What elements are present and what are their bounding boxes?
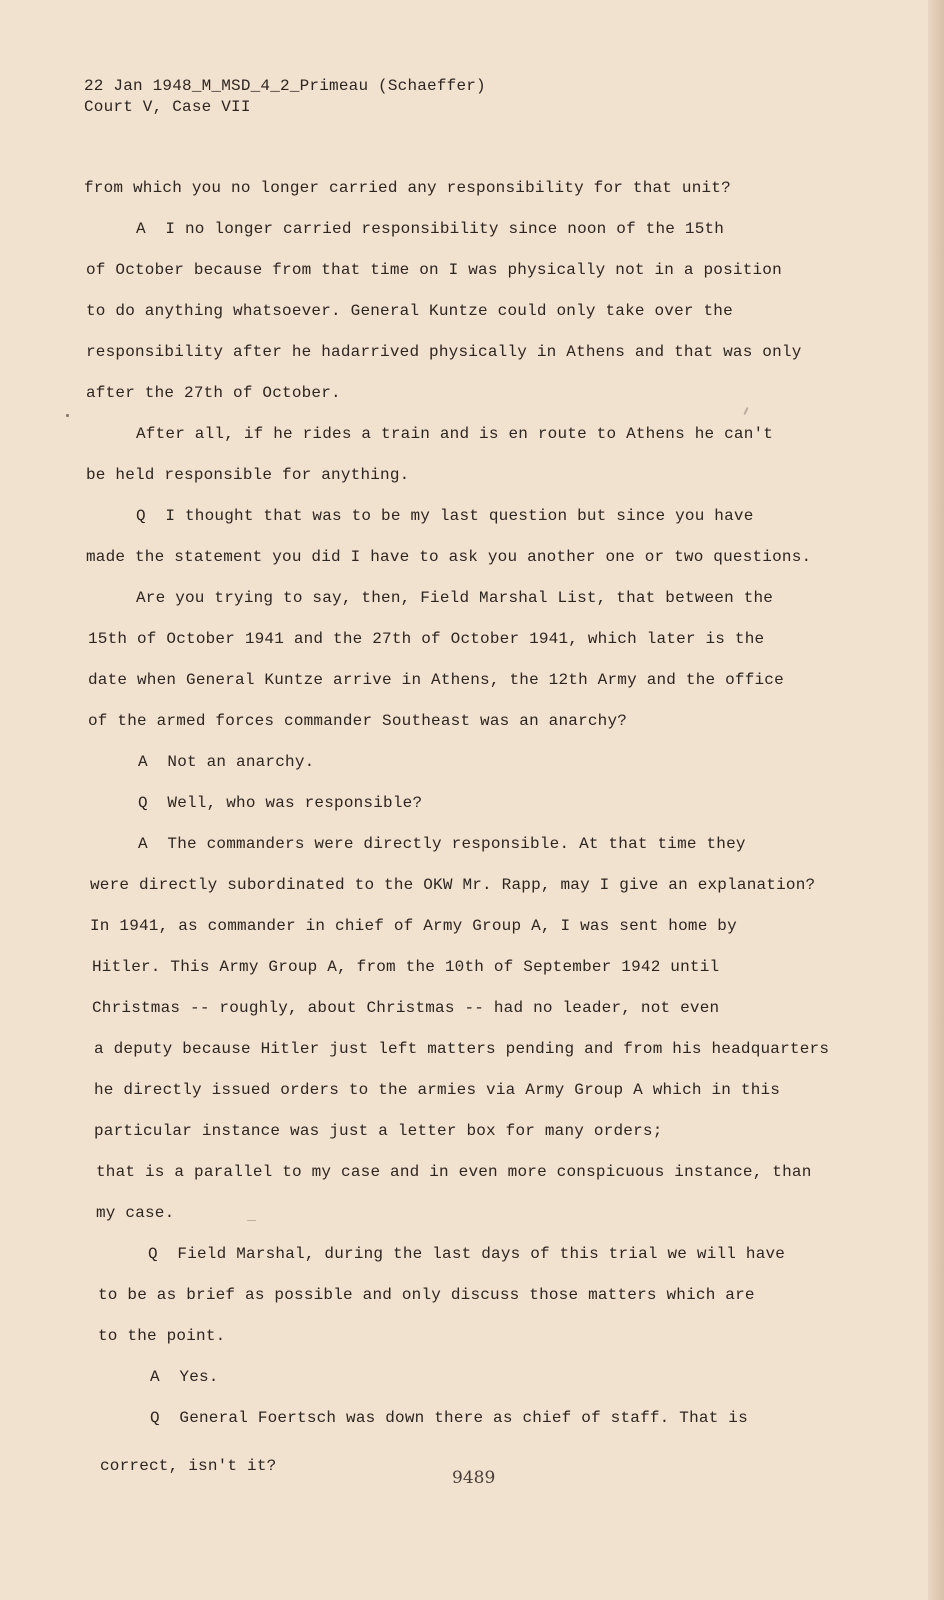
- transcript-line: be held responsible for anything.: [86, 466, 410, 484]
- transcript-line: A Not an anarchy.: [138, 753, 315, 771]
- transcript-line: 15th of October 1941 and the 27th of October 1941, which later is the: [88, 630, 765, 648]
- transcript-line: after the 27th of October.: [86, 384, 341, 402]
- transcript-line: Q Well, who was responsible?: [138, 794, 423, 812]
- transcript-line: made the statement you did I have to ask you another one or two questions.: [86, 548, 812, 566]
- transcript-line: A The commanders were directly responsible. At that time they: [138, 835, 746, 853]
- transcript-line: Q Field Marshal, during the last days of this trial we will have: [148, 1245, 786, 1263]
- transcript-line: to the point.: [98, 1327, 226, 1345]
- page-number: 9489: [452, 1468, 496, 1488]
- header-line-court-case: Court V, Case VII: [84, 98, 251, 116]
- header-line-date-reference: 22 Jan 1948_M_MSD_4_2_Primeau (Schaeffer): [84, 77, 486, 95]
- transcript-line: In 1941, as commander in chief of Army Group A, I was sent home by: [90, 917, 737, 935]
- transcript-line: Hitler. This Army Group A, from the 10th of September 1942 until: [92, 958, 720, 976]
- transcript-line: of October because from that time on I was physically not in a position: [86, 261, 782, 279]
- transcript-line: to be as brief as possible and only discuss those matters which are: [98, 1286, 755, 1304]
- transcript-line: my case.: [96, 1204, 175, 1222]
- transcript-line: date when General Kuntze arrive in Athens, the 12th Army and the office: [88, 671, 784, 689]
- paper-speck: [66, 414, 69, 417]
- transcript-line: Q I thought that was to be my last question but since you have: [136, 507, 754, 525]
- transcript-line: Q General Foertsch was down there as chief of staff. That is: [150, 1409, 748, 1427]
- transcript-line: of the armed forces commander Southeast was an anarchy?: [88, 712, 628, 730]
- transcript-line: he directly issued orders to the armies via Army Group A which in this: [94, 1081, 781, 1099]
- transcript-line: Are you trying to say, then, Field Marshal List, that between the: [136, 589, 774, 607]
- transcript-line: a deputy because Hitler just left matters pending and from his headquarters: [94, 1040, 830, 1058]
- transcript-line: A Yes.: [150, 1368, 219, 1386]
- transcript-line: from which you no longer carried any responsibility for that unit?: [84, 179, 731, 197]
- transcript-line: correct, isn't it?: [100, 1457, 277, 1475]
- transcript-line: Christmas -- roughly, about Christmas -- had no leader, not even: [92, 999, 720, 1017]
- transcript-line: A I no longer carried responsibility since noon of the 15th: [136, 220, 725, 238]
- transcript-line: that is a parallel to my case and in even more conspicuous instance, than: [96, 1163, 812, 1181]
- paper-speck: [247, 1220, 256, 1221]
- transcript-line: After all, if he rides a train and is en route to Athens he can't: [136, 425, 774, 443]
- transcript-line: to do anything whatsoever. General Kuntze could only take over the: [86, 302, 733, 320]
- transcript-line: particular instance was just a letter box for many orders;: [94, 1122, 663, 1140]
- transcript-line: responsibility after he hadarrived physically in Athens and that was only: [86, 343, 802, 361]
- transcript-line: were directly subordinated to the OKW Mr. Rapp, may I give an explanation?: [90, 876, 816, 894]
